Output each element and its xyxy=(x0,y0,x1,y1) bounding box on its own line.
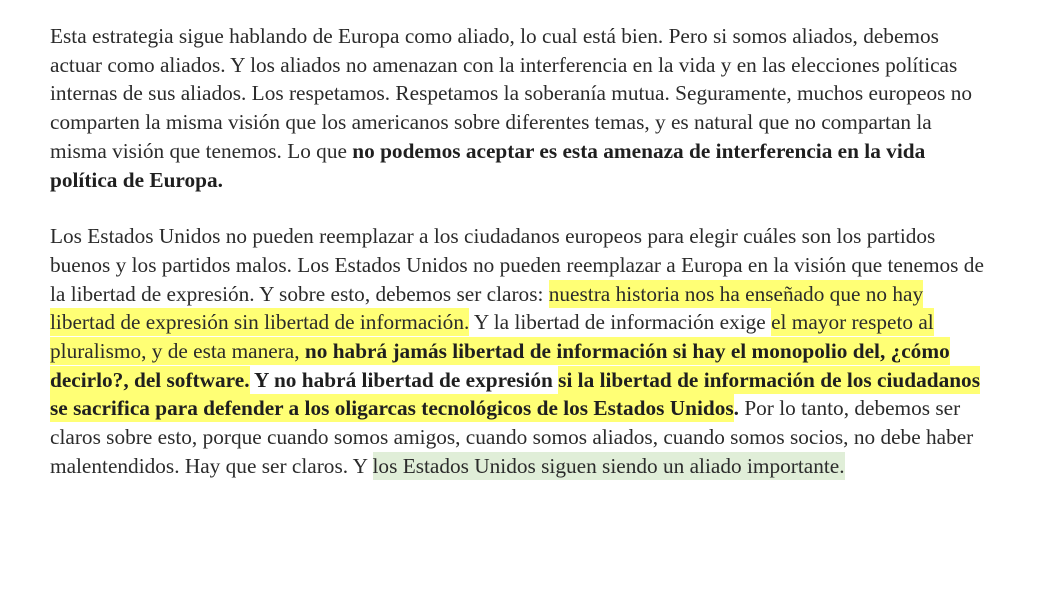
text-segment: Y la libertad de información exige xyxy=(469,310,772,335)
text-segment: Esta estrategia sigue hablando de Europa como aliado, lo cual está bien. Pero si somos aliados, debemos actuar como aliados. Y los aliados no amenazan con la interferencia en la vida y en las elecciones políticas internas de sus aliados. Los respetamos. Respetamos la soberanía mutua. Seguramente, muchos europeos no comparten la misma visión que los americanos sobre diferentes temas, y es natural que no compartan la misma visión que tenemos. Lo que xyxy=(50,24,973,163)
yellow-highlight-segment: el mayor respeto al pluralismo, y de esta manera, xyxy=(50,310,934,364)
article-body xyxy=(50,22,990,509)
paragraph-1 xyxy=(50,22,990,194)
text-segment: Por lo tanto, debemos ser claros sobre esto, porque cuando somos amigos, cuando somos aliados, cuando somos socios, no debe haber malentendidos. Hay que ser claros. Y xyxy=(50,396,974,478)
yellow-highlight-bold-segment: no habrá jamás libertad de información si hay el monopolio del, ¿cómo decirlo?, del software. xyxy=(50,339,950,392)
text-segment: Los Estados Unidos no pueden reemplazar a los ciudadanos europeos para elegir cuáles son los partidos buenos y los partidos malos. Los Estados Unidos no pueden reemplazar a Europa en la visión que tenemos de la libertad de expresión. Y sobre esto, debemos ser claros: xyxy=(50,224,984,306)
bold-text-segment: no podemos aceptar es esta amenaza de interferencia en la vida política de Europa. xyxy=(50,138,926,192)
bold-text-segment: . xyxy=(733,396,745,421)
bold-text-segment: Y no habrá libertad de expresión xyxy=(249,367,559,392)
green-highlight-segment: los Estados Unidos siguen siendo un aliado importante. xyxy=(372,453,845,478)
yellow-highlight-segment: nuestra historia nos ha enseñado que no hay libertad de expresión sin libertad de información. xyxy=(50,281,924,335)
yellow-highlight-bold-segment: si la libertad de información de los ciudadanos se sacrifica para defender a los oligarcas tecnológicos de los Estados Unidos xyxy=(50,367,980,421)
paragraph-2 xyxy=(50,222,990,480)
